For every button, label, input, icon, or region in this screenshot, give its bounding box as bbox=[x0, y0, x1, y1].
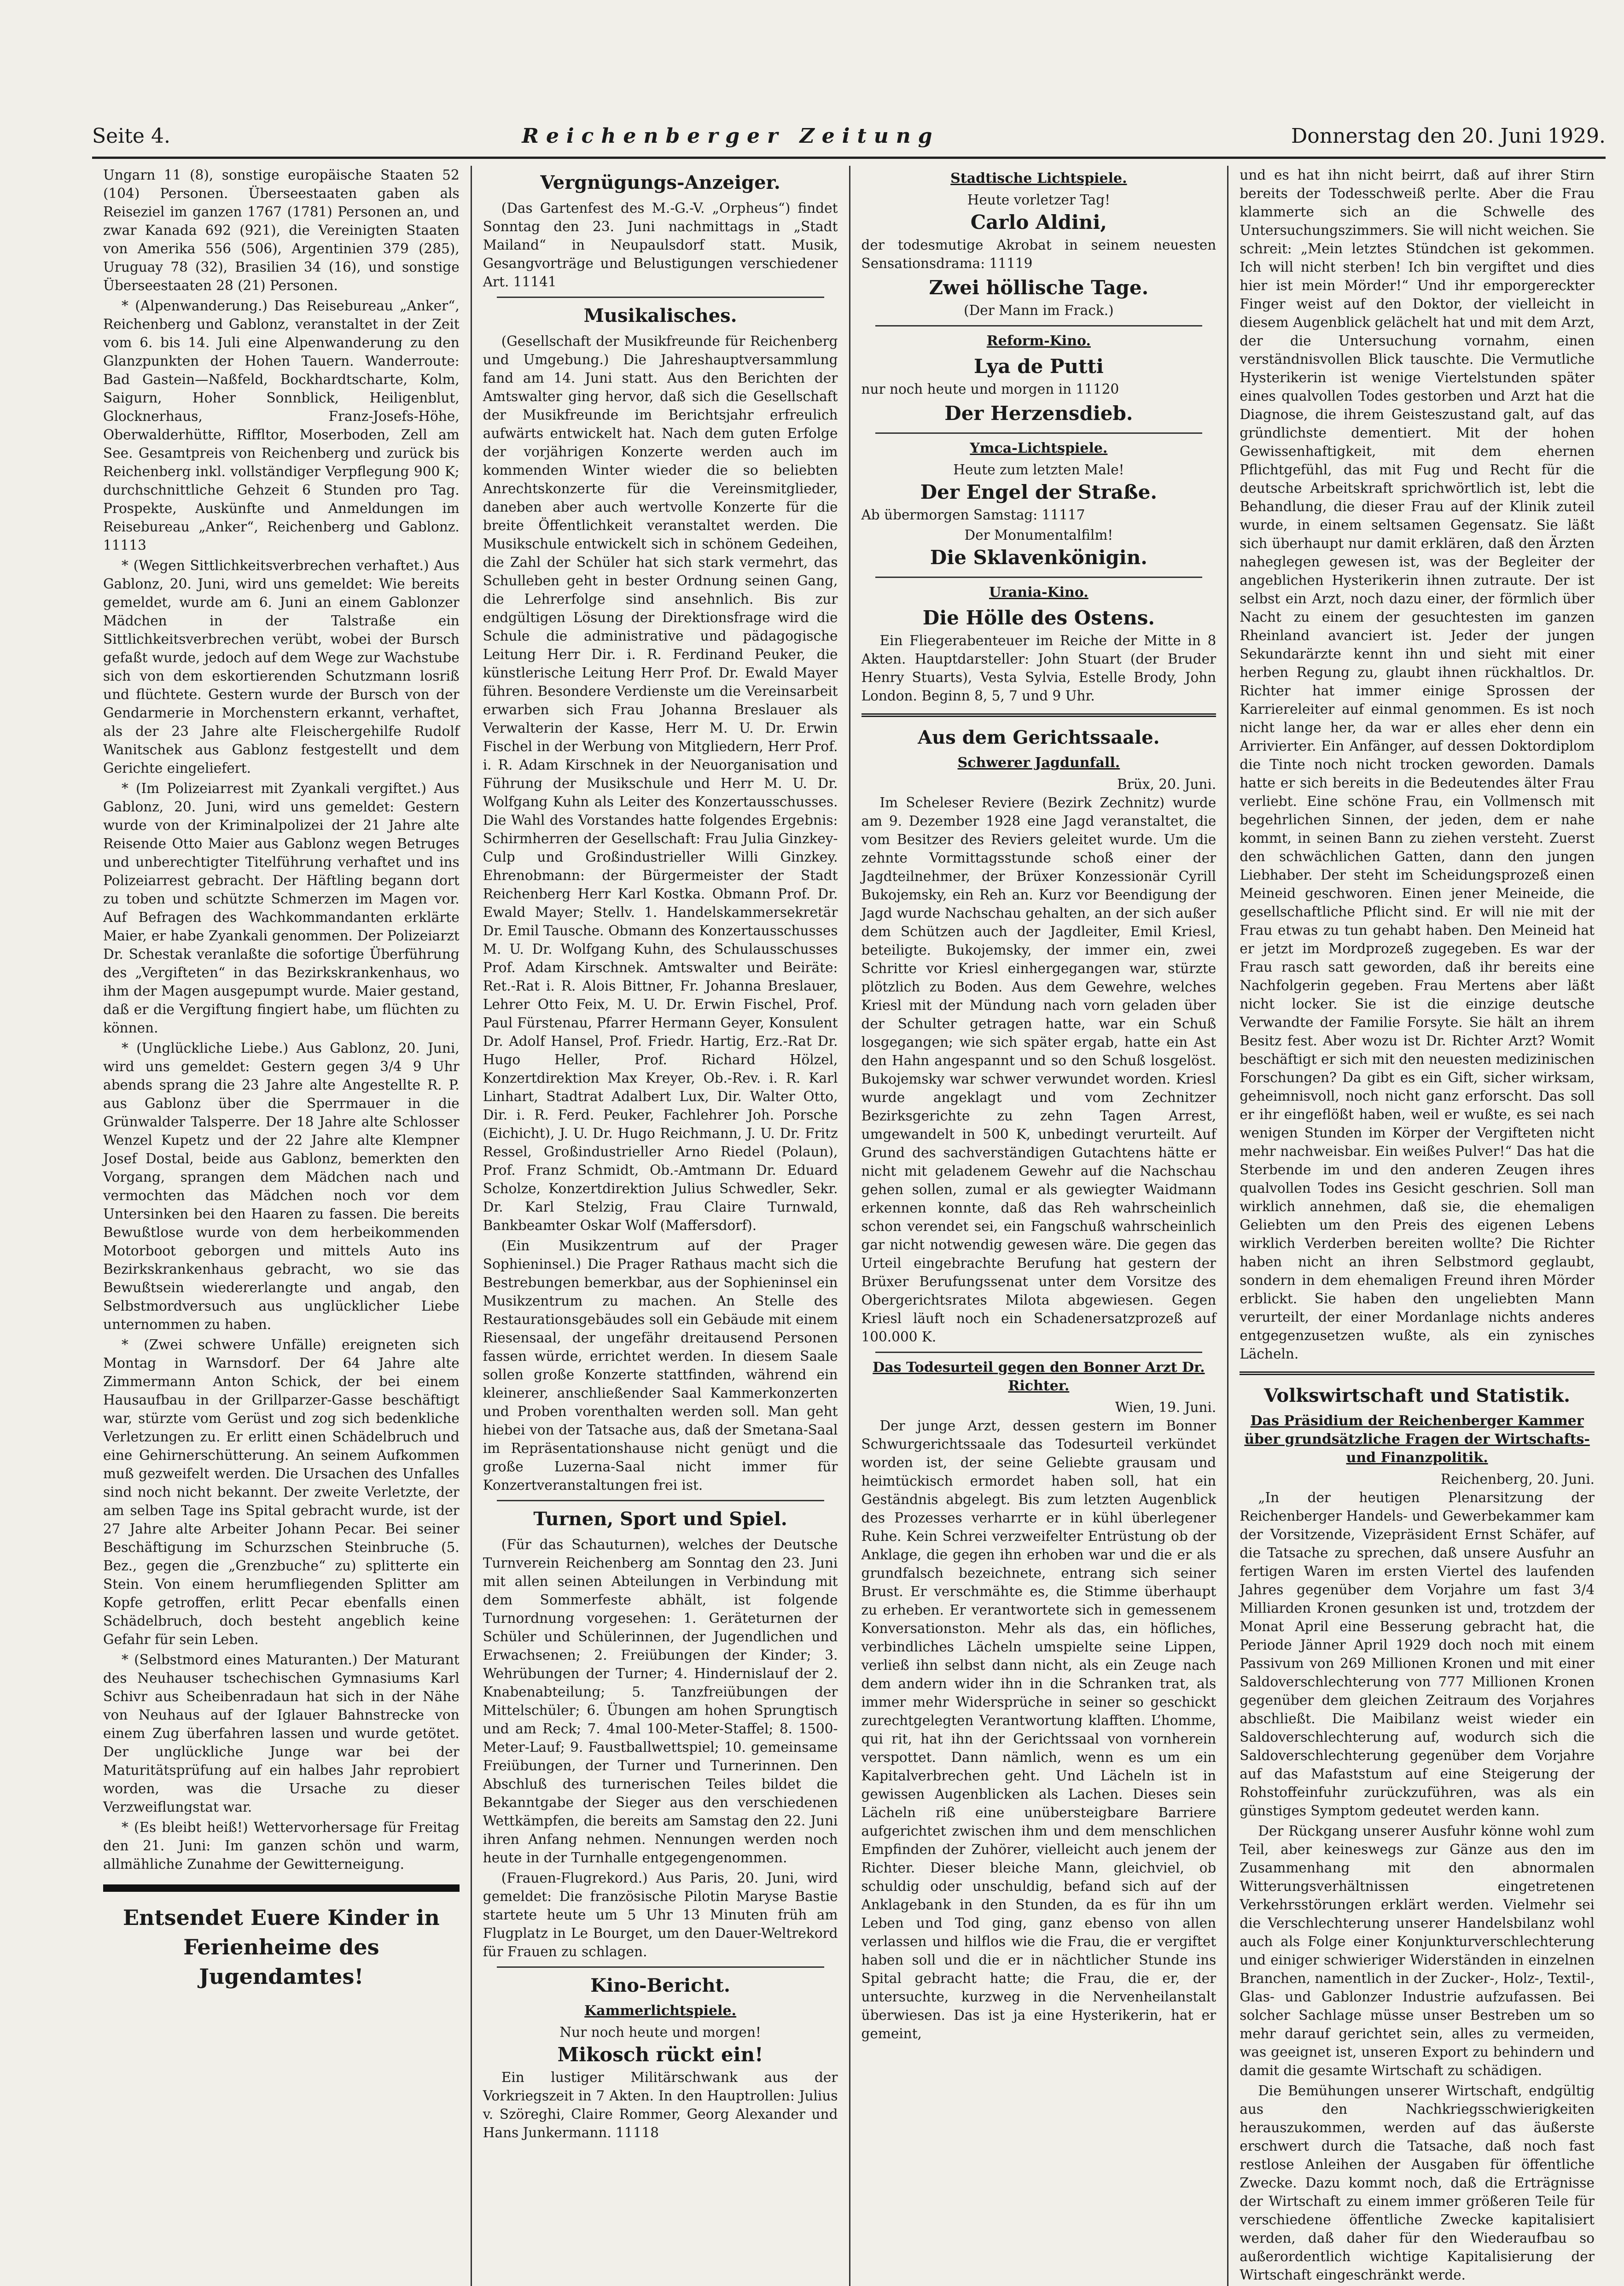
divider bbox=[103, 1884, 460, 1892]
article-kammer: „In der heutigen Plenarsitzung der Reichenberger Handels- und Gewerbekammer kam der Vorsitzende, Vizepräsident Ernst Schäfer, auf die Tatsache zu sprechen, daß unsere Ausfuhr an fertigen Waren im ersten Viertel des laufenden Jahres gegenüber dem Vorjahre um fast 3/4 Milliarden Kronen gesunken ist und, trotzdem der Monat April eine Besserung gebracht hat, die Periode Jänner April 1929 doch noch mit einem Passivum von 269 Millionen Kronen und mit einer Saldoverschlechterung von 777 Millionen Kronen gegenüber dem gleichen Zeitraum des Vorjahres abschließt. Die Maibilanz weist wieder ein Saldoverschlechterung auf, wodurch sich die Saldoverschlechterung gegenüber dem Vorjahre auf das Mafaststum auf eine Steigerung der Rohstoffeinfuhr zurückzuführen, was als ein günstiges Symptom gedeutet werden kann. bbox=[1240, 1490, 1595, 1819]
divider bbox=[497, 1966, 824, 1968]
cinema-note: Heute zum letzten Male! bbox=[953, 462, 1124, 478]
cinema-name: Reform-Kino. bbox=[986, 333, 1091, 349]
article-columns bbox=[92, 166, 1606, 2283]
film-description: nur noch heute und morgen in 11120 bbox=[861, 381, 1119, 397]
article-selbstmord: * (Selbstmord eines Maturanten.) Der Maturant des Neuhauser tschechischen Gymnasiums Karl Schivr aus Scheibenradaun hat sich in der Nähe von Neuhaus auf der Iglauer Bahnstrecke von einem Zug überfahren lassen und wurde getötet. Der unglückliche Junge war bei der Maturitätsprüfung auf ein halbes Jahr reprobiert worden, was die Ursache zu dieser Verzweiflungstat war. bbox=[103, 1652, 460, 1815]
divider bbox=[875, 577, 1203, 578]
dateline: Reichenberg, 20. Juni. bbox=[1440, 1471, 1595, 1487]
divider bbox=[875, 432, 1203, 434]
article-todesurteil-continued: und es hat ihn nicht beirrt, daß auf ihrer Stirn bereits der Todesschweiß perlte. Aber die Frau klammerte sich an die Schwelle des Untersuchungszimmers. Sie will nicht weichen. Sie schreit: „Mein letztes Stündchen ist gekommen. Ich will nicht sterben! Ich bin vergiftet und dies hier ist mein Mörder!“ Und ihr emporgereckter Finger weist auf den Doktor, der vielleicht in diesem Augenblick gelächelt hat und mit dem Arzt, der die Untersuchung vornahm, einen verständnisvollen Blick tauschte. Die Vermutliche Hysterikerin ist wenige Viertelstunden später eines qualvollen Todes gestorben und Arzt hat die Diagnose, die ihrem Geisteszustand galt, auf das gründlichste dementiert. Mit der hohen Gewissenhaftigkeit, mit dem ehernen Pflichtgefühl, das mit Fug und Recht für die deutsche Arbeitskraft sprichwörtlich ist, lebt die Behandlung, die dieser Frau auf der Klinik zuteil wurde, in einem seltsamen Gegensatz. Sie läßt sich überhaupt nur damit erklären, daß den Ärzten naheglegen gewesen ist, was der Begleiter der angeblichen Hysterikerin ihnen zutraute. Der ist selbst ein Arzt, noch dazu einer, der förmlich über Nacht zu einem der gesuchtesten im ganzen Rheinland avanciert ist. Jeder der jungen Sekundarärzte kennt ihn und sieht mit einer herben Regung zu, glaubt ihnen rückhaltlos. Dr. Richter hat immer einige Sprossen der Karriereleiter auf einmal genommen. Es ist noch nicht lange her, da war er alles eher denn ein Arrivierter. Ein Anfänger, auf dessen Doktordiplom die Tinte noch nicht trocken geworden. Damals hatte er sich bereits in die Bedeutendes älter Frau verliebt. Eine schöne Frau, ein Vollmensch mit begehrlichen Sinnen, der jeden, dem er nahe kommt, in seinen Bann zu ziehen versteht. Zuerst den schwächlichen Gatten, dann den jungen Liebhaber. Der steht im Scheidungsprozeß einen Meineid geschworen. Einen jener Meineide, die gesellschaftliche Pflicht sind. Er will nie mit der Frau etwas zu tun gehabt haben. Den Meineid hat er jetzt im Mordprozeß zugegeben. Es war der Frau rasch satt geworden, daß ihr bereits eine Nachfolgerin gegeben. Frau Mertens aber läßt nicht locker. Sie ist die einzige deutsche Verwandte der Familie Forsyte. Sie hält an ihrem Besitz fest. Aber wozu ist Dr. Richter Arzt? Womit beschäftigt er sich mit den neuesten medizinischen Forschungen? Da gibt es ein Gift, sicher wirksam, geheimnisvoll, noch nicht ganz erforscht. Das soll er ihr eingeflößt haben, weil er wußte, es sei nach wenigen Stunden im Körper der Vergifteten nicht mehr nachweisbar. Ein weißes Pulver!“ Das hat die Sterbende im und den anderen Zeugen ihres qualvollen Todes ins Gesicht geschrien. Soll man wirklich annehmen, daß sie, die ehemaligen Geliebten um den Preis des eigenen Lebens wirklich Verderben bereiten wollte? Die Richter haben nicht an ihren Selbstmord geglaubt, sondern in dem ehemaligen Freund ihren Mörder erblickt. Sie haben den ungeliebten Mann verurteilt, der einer Mordanlage nichts anderes entgegenzusetzen wußte, als ein zynisches Lächeln. bbox=[1240, 167, 1595, 1362]
divider bbox=[1240, 1371, 1595, 1375]
cinema-note: Der Monumentalfilm! bbox=[964, 527, 1113, 543]
advert-banner: Entsendet Euere Kinder in Ferienheime des Jugendamtes! bbox=[122, 1905, 440, 1989]
film-star: Lya de Putti bbox=[973, 355, 1104, 378]
newspaper-title: Reichenberger Zeitung bbox=[522, 124, 940, 148]
article-unglueckliche-liebe: * (Unglückliche Liebe.) Aus Gablonz, 20. Juni, wird uns gemeldet: Gestern gegen 3/4 9 Uhr abends sprang die 23 Jahre alte Angestellte R. P. aus Gablonz über die Sperrmauer in die Grünwalder Talsperre. Der 18 Jahre alte Schlosser Wenzel Kupetz und der 22 Jahre alte Klempner Josef Dostal, beide aus Gablonz, bemerkten den Vorgang, sprangen dem Mädchen nach und vermochten das Mädchen noch vor dem Untersinken bei den Haaren zu fassen. Die bereits Bewußtlose wurde von dem herbeikommenden Motorboot geborgen und mittels Auto ins Bezirkskrankenhaus gebracht, wo sie das Bewußtsein wiedererlangte und angab, den Selbstmordversuch aus unglücklicher Liebe unternommen zu haben. bbox=[103, 1040, 460, 1332]
cinema-note: Heute vorletzer Tag! bbox=[967, 192, 1111, 208]
divider bbox=[497, 297, 824, 298]
dateline: Brüx, 20. Juni. bbox=[1117, 776, 1217, 792]
article-wetter: * (Es bleibt heiß!) Wettervorhersage für Freitag den 21. Juni: Im ganzen schön und warm, allmähliche Zunahme der Gewitterneigung. bbox=[103, 1819, 460, 1872]
section-heading: Volkswirtschaft und Statistik. bbox=[1264, 1385, 1571, 1406]
article-sittlichkeitsverbrechen: * (Wegen Sittlichkeitsverbrechen verhaftet.) Aus Gablonz, 20. Juni, wird uns gemeldet: Wie bereits gemeldet, wurde am 6. Juni an einem Gablonzer Mädchen in der Talstraße ein Sittlichkeitsverbrechen verübt, wobei der Bursch gefaßt wurde, jedoch auf dem Wege zur Wachstube sich von dem eskortierenden Schutzmann losriß und flüchtete. Gestern wurde der Bursch von der Gendarmerie in Morchenstern erkannt, verhaftet, als der 23 Jahre alte Fleischergehilfe Rudolf Wanitschek aus Gablonz festgestellt und dem Gerichte eingeliefert. bbox=[103, 558, 460, 776]
divider bbox=[861, 713, 1217, 717]
film-description: Ab übermorgen Samstag: 11117 bbox=[861, 507, 1085, 523]
divider bbox=[875, 1352, 1203, 1353]
film-description: Ein lustiger Militärschwank aus der Vorkriegszeit in 7 Akten. In den Hauptrollen: Julius v. Szöreghi, Claire Rommer, Georg Alexander und Hans Junkermann. 11118 bbox=[483, 2070, 838, 2140]
film-title: Die Hölle des Ostens. bbox=[922, 606, 1155, 629]
film-description: Ein Fliegerabenteuer im Reiche der Mitte in 8 Akten. Hauptdarsteller: John Stuart (der Bruder Henry Stuarts), Vesta Sylvia, Estelle Brody, John London. Beginn 8, 5, 7 und 9 Uhr. bbox=[861, 633, 1217, 704]
column-4 bbox=[1227, 166, 1606, 2286]
dateline: Wien, 19. Juni. bbox=[1115, 1400, 1217, 1415]
article-kammer: Der Rückgang unserer Ausfuhr könne wohl zum Teil, aber keineswegs zur Gänze aus den im Zusammenhang mit den abnormalen Witterungsverhältnissen eingetretenen Verkehrsstörungen erklärt werden. Vielmehr sei die Verschlechterung unserer Handelsbilanz wohl auch als Folge einer Konjunkturverschlechterung und einiger schwieriger Widerständen in einzelnen Branchen, namentlich in der Zucker-, Holz-, Textil-, Glas- und Gablonzer Industrie aufzufassen. Bei solcher Sachlage müsse unser Bestreben um so mehr darauf gerichtet sein, alles zu vermeiden, was geeignet ist, unseren Export zu behindern und damit die gesamte Wirtschaft zu schädigen. bbox=[1240, 1823, 1595, 2078]
article-heading: Schwerer Jagdunfall. bbox=[957, 755, 1120, 771]
cinema-name: Ymca-Lichtspiele. bbox=[970, 440, 1108, 456]
film-title: Mikosch rückt ein! bbox=[557, 2043, 763, 2066]
divider bbox=[497, 1500, 824, 1501]
cinema-note: Nur noch heute und morgen! bbox=[559, 2024, 761, 2040]
film-description: der todesmutige Akrobat in seinem neuesten Sensationsdrama: 11119 bbox=[861, 237, 1217, 271]
column-3 bbox=[849, 166, 1228, 2286]
film-title: Der Herzensdieb. bbox=[944, 402, 1133, 425]
article-frauen-flugrekord: (Frauen-Flugrekord.) Aus Paris, 20. Juni, wird gemeldet: Die französische Pilotin Maryse Bastie startete heute um 5 Uhr 13 Minuten früh am Flugplatz in Le Bourget, um den Dauer-Weltrekord für Frauen zu schlagen. bbox=[483, 1870, 838, 1959]
article-gartenfest: (Das Gartenfest des M.-G.-V. „Orpheus“) findet Sonntag den 23. Juni nachmittags in „Stadt Mailand“ in Neupaulsdorf statt. Musik, Gesangvorträge und Belustigungen verschiedener Art. 11141 bbox=[483, 200, 838, 290]
article-musikfreunde: (Gesellschaft der Musikfreunde für Reichenberg und Umgebung.) Die Jahreshauptversammlung fand am 14. Juni statt. Aus den Berichten der Amtswalter ging hervor, daß sich die Gesellschaft der Musikfreunde im Berichtsjahr erfreulich aufwärts entwickelt hat. Nach dem guten Erfolge der vorjährigen Konzerte werden auch im kommenden Winter wieder die so beliebten Anrechtskonzerte für die Vereinsmitglieder, daneben aber auch wertvolle Konzerte für die breite Öffentlichkeit veranstaltet werden. Die Musikschule entwickelt sich in schönem Gedeihen, die Zahl der Schüler hat sich stark vermehrt, das Schulleben geht in bester Ordnung seinen Gang, die Lehrerfolge sind ansehnlich. Bis zur endgültigen Lösung der Direktionsfrage wird die Schule die administrative und pädagogische Leitung Herr Dir. i. R. Ferdinand Peuker, die künstlerische Leitung Herr Prof. Dr. Ewald Mayer führen. Besondere Verdienste um die Vereinsarbeit erwarben sich Frau Johanna Breslauer als Verwalterin der Kasse, Herr M. U. Dr. Erwin Fischel in der Werbung von Mitgliedern, Herr Prof. i. R. Adam Kirschnek in der Neuorganisation und Führung der Musikschule und Herr M. U. Dr. Wolfgang Kuhn als Leiter des Konzertausschusses. Die Wahl des Vorstandes hatte folgendes Ergebnis: Schirmherren der Gesellschaft: Frau Julia Ginzkey-Culp und Großindustrieller Willi Ginzkey. Ehrenobmann: der Bürgermeister der Stadt Reichenberg Herr Karl Kostka. Obmann Prof. Dr. Ewald Mayer; Stellv. 1. Handelskammersekretär Dr. Emil Tausche. Obmann des Konzertausschusses M. U. Dr. Wolfgang Kuhn, des Schulausschusses Prof. Adam Kirschnek. Amtswalter und Beiräte: Ret.-Rat i. R. Alois Bittner, Fr. Johanna Breslauer, Lehrer Otto Feix, M. U. Dr. Erwin Fischel, Prof. Paul Fürstenau, Pfarrer Hermann Geyer, Konsulent Dr. Adolf Hansel, Prof. Friedr. Hartig, Erz.-Rat Dr. Hugo Heller, Prof. Richard Hölzel, Konzertdirektion Max Kreyer, Ob.-Rev. i. R. Karl Linhart, Stadtrat Adalbert Lux, Dir. Walter Otto, Dir. i. R. Ferd. Peuker, Fachlehrer Joh. Porsche (Eichicht), J. U. Dr. Hugo Reichmann, J. U. Dr. Fritz Ressel, Großindustrieller Arno Riedel (Polaun), Prof. Franz Schmidt, Ob.-Amtmann Dr. Eduard Scholze, Konzertdirektion Julius Schwedler, Sekr. Dr. Karl Stelzig, Frau Claire Turnwald, Bankbeamter Oskar Wolf (Maffersdorf). bbox=[483, 333, 838, 1233]
film-subtitle: (Der Mann im Frack.) bbox=[964, 303, 1114, 318]
cinema-name: Stadtische Lichtspiele. bbox=[950, 170, 1127, 187]
article-musikzentrum: (Ein Musikzentrum auf der Prager Sophieninsel.) Die Prager Rathaus macht sich die Bestrebungen bemerkbar, aus der Sophieninsel ein Musikzentrum zu machen. An Stelle des Restaurationsgebäudes soll ein Gebäude mit einem Riesensaal, der ungefähr dreitausend Personen fassen würde, errichtet werden. In diesem Saale sollen große Konzerte stattfinden, während ein kleinerer, anschließender Saal Kammerkonzerten und Proben vorenthalten werden soll. Man geht hiebei von der Tatsache aus, daß der Smetana-Saal im Repräsentationshause nicht genügt und die große Luzerna-Saal nicht immer für Konzertveranstaltungen frei ist. bbox=[483, 1238, 838, 1493]
page-number: Seite 4. bbox=[92, 124, 170, 148]
issue-date: Donnerstag den 20. Juni 1929. bbox=[1291, 124, 1606, 148]
film-star: Carlo Aldini, bbox=[970, 211, 1107, 233]
film-title: Die Sklavenkönigin. bbox=[930, 546, 1147, 569]
divider bbox=[875, 325, 1203, 327]
film-title: Der Engel der Straße. bbox=[920, 481, 1158, 503]
film-title: Zwei höllische Tage. bbox=[929, 276, 1149, 299]
article-jagdunfall: Im Scheleser Reviere (Bezirk Zechnitz) wurde am 9. Dezember 1928 eine Jagd veranstaltet, die vom Besitzer des Reviers geleitet wurde. Um die zehnte Vormittagsstunde schoß einer der Jagdteilnehmer, der Brüxer Konzessionär Cyrill Bukojemsky, ein Reh an. Kurz vor Beendigung der Jagd wurde Nachschau gehalten, an der sich außer dem Schützen auch der Jagdleiter, Emil Kriesl, beteiligte. Bukojemsky, der immer ein, zwei Schritte vor Kriesl einhergegangen war, stürzte plötzlich zu Boden. Aus dem Gewehre, welches Kriesl mit der Mündung nach vorn geladen über der Schulter getragen hatte, war ein Schuß losgegangen; wie sich später ergab, hatte ein Ast den Hahn angespannt und so den Schuß losgelöst. Bukojemsky war schwer verwundet worden. Kriesl wurde angeklagt und vom Zechnitzer Bezirksgerichte zu zehn Tagen Arrest, umgewandelt in 500 K, unbedingt verurteilt. Auf Grund des sachverständigen Gutachtens hätte er nicht mit geladenem Gewehr auf die Nachschau gehen sollen, zumal er als gewiegter Waidmann erkennen konnte, daß das Reh wahrscheinlich schon verendet sei, ein Fangschuß wahrscheinlich gar nicht notwendig gewesen wäre. Die gegen das Urteil eingebrachte Berufung hat gestern der Brüxer Berufungssenat unter dem Vorsitze des Obergerichtsrates Milota abgewiesen. Gegen Kriesl läuft noch ein Schadenersatzprozeß auf 100.000 K. bbox=[861, 795, 1217, 1345]
section-heading: Kino-Bericht. bbox=[590, 1975, 730, 1996]
article-text: Ungarn 11 (8), sonstige europäische Staaten 52 (104) Personen. Überseestaaten gaben als Reiseziel im ganzen 1767 (1781) Personen an, und zwar Kanada 692 (921), die Vereinigten Staaten von Amerika 556 (506), Argentinien 379 (285), Uruguay 78 (32), Brasilien 34 (16), und sonstige Überseestaaten 28 (21) Personen. bbox=[103, 167, 460, 293]
article-kammer: Die Bemühungen unserer Wirtschaft, endgültig aus den Nachkriegsschwierigkeiten herauszukommen, werden auf das äußerste erschwert durch die Tatsache, daß noch fast restlose Anleihen der Ausgaben für öffentliche Zwecke. Dazu kommt noch, daß die Erträgnisse der Wirtschaft zu einem immer größeren Teile für verschiedene öffentliche Zwecke kapitalisiert werden, daß daher für den Wiederaufbau so außerordentlich wichtige Kapitalisierung der Wirtschaft eingeschränkt werde. bbox=[1240, 2083, 1595, 2283]
cinema-name: Urania-Kino. bbox=[989, 584, 1088, 601]
column-2 bbox=[471, 166, 849, 2286]
masthead bbox=[92, 115, 1606, 159]
section-heading: Vergnügungs-Anzeiger. bbox=[540, 172, 780, 193]
article-polizeiarrest: * (Im Polizeiarrest mit Zyankali vergiftet.) Aus Gablonz, 20. Juni, wird uns gemeldet: Gestern wurde von der Kriminalpolizei der 21 Jahre alte Reisende Otto Maier aus Gablonz wegen Betruges und unberechtigter Titelführung verhaftet und ins Polizeiarrest gebracht. Der Häftling begann dort zu toben und schützte Schmerzen im Magen vor. Auf Befragen des Wachkommandanten erklärte Maier, er habe Zyankali genommen. Der Polizeiarzt Dr. Schestak veranlaßte die sofortige Überführung des „Vergifteten“ in das Bezirkskrankenhaus, wo ihm der Magen ausgepumpt wurde. Maier gestand, daß er die Vergiftung fingiert habe, um flüchten zu können. bbox=[103, 781, 460, 1036]
article-heading: Das Todesurteil gegen den Bonner Arzt Dr. Richter. bbox=[873, 1359, 1205, 1394]
article-todesurteil: Der junge Arzt, dessen gestern im Bonner Schwurgerichtssaale das Todesurteil verkündet worden ist, der seine Geliebte grausam und heimtückisch ermordet haben soll, hat ein Geständnis abgelegt. Bis zum letzten Augenblick des Prozesses verharrte er in kühl überlegener Ruhe. Kein Schrei verzweifelter Entrüstung ob der Anklage, die gegen ihn erhoben war und die er als grundfalsch bezeichnete, entrang sich seiner Brust. Er verschmähte es, die Stimme überhaupt zu erheben. Er verantwortete sich in gemessenem Konversationston. Mehr als das, ein höfliches, verbindliches Lächeln umspielte seine Lippen, verließ ihn selbst dann nicht, als ein Zeuge nach dem andern wider ihn in die Schranken trat, als immer mehr Widersprüche in seiner so geschickt zurechtgelegten Verantwortung klafften. L’homme, qui rit, hat ihn der Gerichtssaal von vornherein verspottet. Dann nämlich, wenn es um ein Kapitalverbrechen geht. Und Lächeln ist in gewissen Augenblicken als Lachen. Dieses sein Lächeln riß eine unübersteigbare Barriere aufgerichtet zwischen ihm und dem menschlichen Empfinden der Zuhörer, vielleicht auch jenem der Richter. Dieser bleiche Mann, gleichviel, ob schuldig oder unschuldig, befand sich auf der Anklagebank in den Stunden, da es für ihn um Leben und Tod ging, ganz ebenso von allen verlassen und hilflos wie die Frau, die er vergiftet haben soll und die er in nächtlicher Stunde ins Spital gebracht hatte; die Frau, die er, der untersuchte, kurzweg in die Nervenheilanstalt überwiesen. Das ist ja eine Hysterikerin, hat er gemeint, bbox=[861, 1418, 1217, 2041]
section-heading: Musikalisches. bbox=[583, 305, 737, 327]
section-heading: Aus dem Gerichtssaale. bbox=[918, 727, 1160, 748]
article-schauturnen: (Für das Schauturnen), welches der Deutsche Turnverein Reichenberg am Sonntag den 23. Juni mit allen seinen Abteilungen in Verbindung mit dem Sommerfeste abhält, ist folgende Turnordnung vorgesehen: 1. Geräteturnen der Schüler und Schülerinnen, der Jugendlichen und Erwachsenen; 2. Freiübungen der Kinder; 3. Wehrübungen der Turner; 4. Hindernislauf der 2. Knabenabteilung; 5. Tanzfreiübungen der Mittelschüler; 6. Übungen am hohen Sprungtisch und am Reck; 7. 4mal 100-Meter-Staffel; 8. 1500-Meter-Lauf; 9. Faustballwettspiel; 10. gemeinsame Freiübungen, der Turner und Turnerinnen. Den Abschluß des turnerischen Teiles bildet die Bekanntgabe der Sieger aus den verschiedenen Wettkämpfen, die bereits am Samstag den 22. Juni ihren Anfang nehmen. Nennungen werden noch heute in der Turnhalle entgegengenommen. bbox=[483, 1537, 838, 1866]
article-alpenwanderung: * (Alpenwanderung.) Das Reisebureau „Anker“, Reichenberg und Gablonz, veranstaltet in der Zeit vom 6. bis 14. Juli eine Alpenwanderung zu den Glanzpunkten der Hohen Tauern. Wanderroute: Bad Gastein—Naßfeld, Bockhardtscharte, Kolm, Saigurn, Hoher Sonnblick, Heiligenblut, Glocknerhaus, Franz-Josefs-Höhe, Oberwalderhütte, Riffltor, Moserboden, Zell am See. Gesamtpreis von Reichenberg und zurück bis Reichenberg inkl. vollständiger Verpflegung 900 K; durchschnittliche Gehzeit 6 Stunden pro Tag. Prospekte, Auskünfte und Anmeldungen im Reisebureau „Anker“, Reichenberg und Gablonz. 11113 bbox=[103, 298, 460, 553]
cinema-name: Kammerlichtspiele. bbox=[584, 2003, 737, 2019]
article-unfaelle: * (Zwei schwere Unfälle) ereigneten sich Montag in Warnsdorf. Der 64 Jahre alte Zimmermann Anton Schick, der bei einem Hausaufbau in der Grillparzer-Gasse beschäftigt war, stürzte vom Gerüst und zog sich bedenkliche Verletzungen zu. Er erlitt einen Schädelbruch und eine Gehirnerschütterung. An seinem Aufkommen muß gezweifelt werden. Die Ursachen des Unfalles sind noch nicht bekannt. Der zweite Verletzte, der am selben Tage ins Spital gebracht wurde, ist der 27 Jahre alte Arbeiter Johann Pecar. Bei seiner Beschäftigung im Schurzschen Steinbruche (5. Bez., gegen die „Grenzbuche“ zu) splitterte ein Stein. Von einem herumfliegenden Splitter am Kopfe getroffen, erlitt Pecar ebenfalls einen Schädelbruch, doch besteht angeblich keine Gefahr für sein Leben. bbox=[103, 1337, 460, 1647]
article-heading: Das Präsidium der Reichenberger Kammer über grundsätzliche Fragen der Wirtschafts- und Finanzpolitik. bbox=[1244, 1413, 1590, 1466]
column-1 bbox=[92, 166, 471, 2286]
section-heading: Turnen, Sport und Spiel. bbox=[533, 1508, 787, 1530]
